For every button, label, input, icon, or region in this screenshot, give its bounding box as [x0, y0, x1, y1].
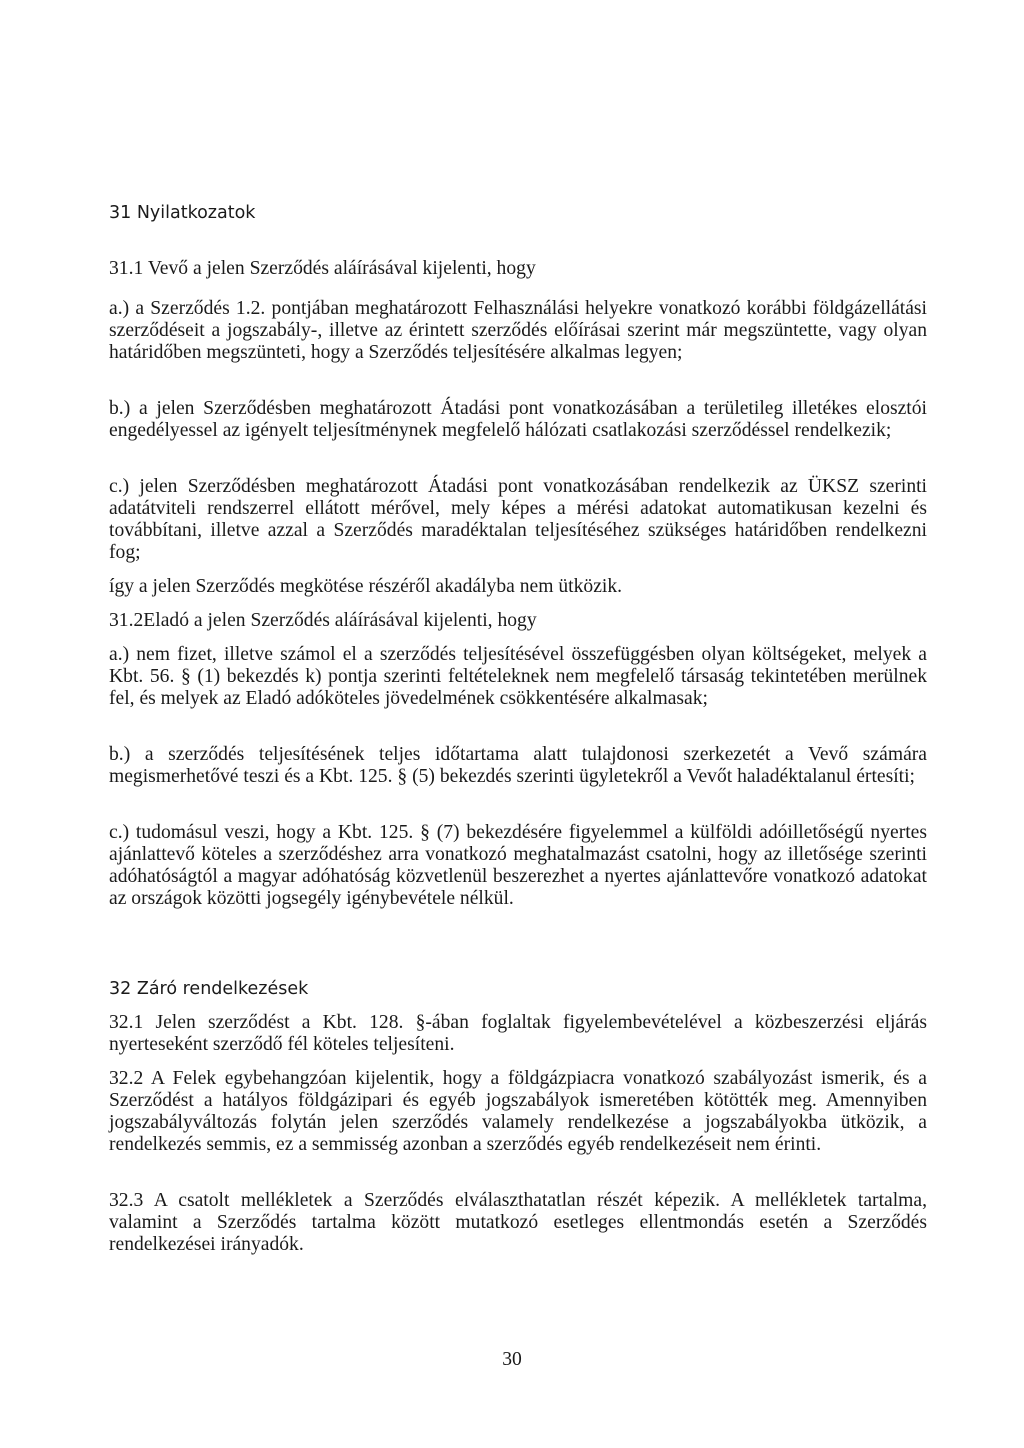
clause-31-2-a: a.) nem fizet, illetve számol el a szerződés teljesítésével összefüggésben olyan költségeket, melyek a Kbt. 56. § (1) bekezdés k) pontja szerinti feltételeknek nem megfelelő társaság tekintetében merülnek fel, és melyek az Eladó adóköteles jövedelmének csökkentésére alkalmasak; [109, 644, 927, 709]
clause-31-2-b: b.) a szerződés teljesítésének teljes időtartama alatt tulajdonosi szerkezetét a Vevő számára megismerhetővé teszi és a Kbt. 125. § (5) bekezdés szerinti ügyletekről a Vevőt haladéktalanul értesíti; [109, 744, 927, 787]
clause-31-1-intro: 31.1 Vevő a jelen Szerződés aláírásával kijelenti, hogy [109, 258, 536, 279]
section-31-heading: 31 Nyilatkozatok [109, 203, 256, 223]
clause-31-1-b: b.) a jelen Szerződésben meghatározott Átadási pont vonatkozásában a területileg illetékes elosztói engedélyessel az igényelt teljesítménynek megfelelő hálózati csatlakozási szerződéssel rendelkezik; [109, 398, 927, 441]
clause-31-2-intro: 31.2Eladó a jelen Szerződés aláírásával kijelenti, hogy [109, 610, 537, 631]
clause-31-1-c: c.) jelen Szerződésben meghatározott Átadási pont vonatkozásában rendelkezik az ÜKSZ szerinti adatátviteli rendszerrel ellátott mérővel, mely képes a mérési adatokat automatikusan kezelni és továbbítani, illetve azzal a Szerződés maradéktalan teljesítéséhez szükséges határidőben rendelkezni fog; [109, 476, 927, 563]
page-number: 30 [502, 1349, 522, 1370]
clause-32-2: 32.2 A Felek egybehangzóan kijelentik, hogy a földgázpiacra vonatkozó szabályozást ismerik, és a Szerződést a hatályos földgázipari és egyéb jogszabályok ismeretében kötötték meg. Amennyiben jogszabályváltozás folytán jelen szerződés valamely rendelkezése a jogszabályokba ütközik, a rendelkezés semmis, ez a semmisség azonban a szerződés egyéb rendelkezéseit nem érinti. [109, 1068, 927, 1155]
section-32-heading: 32 Záró rendelkezések [109, 979, 309, 999]
clause-31-1-conclusion: így a jelen Szerződés megkötése részéről akadályba nem ütközik. [109, 576, 623, 597]
clause-31-1-a: a.) a Szerződés 1.2. pontjában meghatározott Felhasználási helyekre vonatkozó korábbi földgázellátási szerződéseit a jogszabály-, illetve az érintett szerződés előírásai szerint már megszüntette, vagy olyan határidőben megszünteti, hogy a Szerződés teljesítésére alkalmas legyen; [109, 298, 927, 363]
clause-32-3: 32.3 A csatolt mellékletek a Szerződés elválaszthatatlan részét képezik. A mellékletek tartalma, valamint a Szerződés tartalma között mutatkozó esetleges ellentmondás esetén a Szerződés rendelkezései irányadók. [109, 1190, 927, 1255]
clause-32-1: 32.1 Jelen szerződést a Kbt. 128. §-ában foglaltak figyelembevételével a közbeszerzési eljárás nyerteseként szerződő fél köteles teljesíteni. [109, 1012, 927, 1055]
clause-31-2-c: c.) tudomásul veszi, hogy a Kbt. 125. § (7) bekezdésére figyelemmel a külföldi adóilletőségű nyertes ajánlattevő köteles a szerződéshez arra vonatkozó meghatalmazást csatolni, hogy az illetősége szerinti adóhatóságtól a magyar adóhatóság közvetlenül beszerezhet a nyertes ajánlattevőre vonatkozó adatokat az országok közötti jogsegély igénybevétele nélkül. [109, 822, 927, 909]
